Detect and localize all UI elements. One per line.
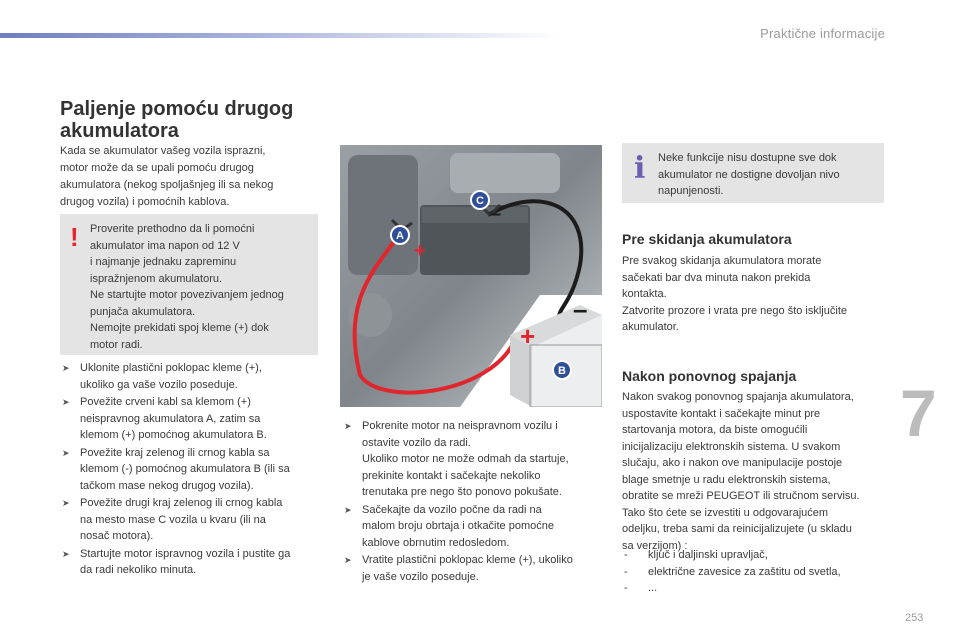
- text-line: malom broju obrtaja i otkačite pomoćne: [362, 520, 554, 532]
- middle-steps-list: [342, 418, 604, 586]
- text-line: je vaše vozilo poseduje.: [362, 570, 479, 583]
- text-line: Uklonite plastični poklopac kleme (+),: [80, 362, 262, 374]
- text-line: ključ i daljinski upravljač,: [648, 549, 768, 561]
- text-line: električne zavesice za zaštitu od svetla,: [648, 565, 841, 578]
- label-a: [391, 226, 409, 244]
- text-line: akumulator.: [622, 321, 679, 333]
- text-line: Tako što ćete se izvestiti u odgovarajućem: [622, 506, 829, 519]
- list-item: [342, 552, 604, 585]
- list-item: [342, 502, 604, 552]
- text-line: akumulatora (nekog spoljašnjeg ili sa nekog: [60, 179, 274, 191]
- label-b: [553, 361, 571, 379]
- info-icon: i: [634, 151, 646, 186]
- list-item: [342, 418, 604, 501]
- car-battery-top: [422, 207, 528, 223]
- text-line: ...: [648, 582, 658, 594]
- text-line: Kada se akumulator vašeg vozila isprazni,: [60, 145, 266, 157]
- text-line: startovanja motora, da biste omogućili: [622, 424, 808, 436]
- text-line: Ne startujte motor povezivanjem jednog: [90, 289, 284, 301]
- chapter-number: 7: [900, 376, 937, 450]
- arrow-bullet-icon: ➤: [344, 555, 352, 565]
- arrow-bullet-icon: ➤: [62, 397, 70, 407]
- text-line: klemom (-) pomoćnog akumulatora B (ili sa: [80, 463, 290, 475]
- arrow-bullet-icon: ➤: [62, 548, 70, 559]
- arrow-bullet-icon: ➤: [62, 447, 70, 458]
- left-steps-list: [60, 360, 322, 580]
- text-line: akumulator ima napon od 12 V: [90, 239, 240, 252]
- minus-sign-booster: –: [573, 294, 588, 324]
- section-heading-after-reconnect: Nakon ponovnog spajanja: [622, 368, 797, 384]
- arrow-bullet-icon: ➤: [62, 498, 70, 508]
- text-line: ispražnjenom akumulatoru.: [90, 272, 223, 285]
- text-line: Startujte motor ispravnog vozila i pustite ga: [80, 547, 291, 560]
- list-item: [60, 445, 322, 495]
- text-line: prekinite kontakt i sačekajte nekoliko: [362, 469, 541, 482]
- plus-sign-car: +: [414, 240, 426, 262]
- arrow-bullet-icon: ➤: [62, 363, 70, 373]
- list-item: [60, 360, 322, 393]
- jump-start-illustration: [340, 145, 602, 407]
- label-b-text: B: [558, 365, 566, 377]
- text-line: da radi nekoliko minuta.: [80, 564, 197, 576]
- text-line: i najmanje jednaku zapreminu: [90, 256, 237, 268]
- text-line: sa verzijom) :: [622, 539, 688, 552]
- text-line: ostavite vozilo da radi.: [362, 436, 471, 449]
- page-number: 253: [905, 612, 924, 624]
- text-line: tačkom mase nekog drugog vozila).: [80, 479, 254, 492]
- plus-sign-booster: +: [520, 321, 536, 351]
- warning-text: [90, 221, 310, 353]
- engine-cover: [450, 153, 560, 193]
- page-title: [60, 98, 330, 142]
- text-line: Zatvorite prozore i vrata pre nego što isključite: [622, 304, 847, 317]
- text-line: motor može da se upali pomoću drugog: [60, 162, 254, 174]
- label-c-text: C: [476, 195, 484, 207]
- text-line: punjača akumulatora.: [90, 305, 196, 318]
- section-header-title: Praktične informacije: [760, 26, 885, 41]
- text-line: Povežite crveni kabl sa klemom (+): [80, 396, 251, 408]
- text-line: akumulator ne dostigne dovoljan nivo: [658, 168, 840, 181]
- text-line: na mesto mase C vozila u kvaru (ili na: [80, 513, 266, 526]
- label-a-text: A: [396, 230, 404, 242]
- text-line: inicijalizaciju elektronskih sistema. U svakom: [622, 440, 841, 453]
- text-line: slučaju, ako i nakon ove manipulacije postoje: [622, 457, 843, 469]
- warning-box: [60, 214, 318, 355]
- list-item: [622, 580, 884, 597]
- text-line: Ukoliko motor ne može odmah da startuje,: [362, 453, 569, 465]
- after-reconnect-paragraph: [622, 389, 884, 554]
- arrow-bullet-icon: ➤: [344, 504, 352, 515]
- list-item: [60, 495, 322, 545]
- info-box: [622, 143, 884, 203]
- text-line: Vratite plastični poklopac kleme (+), ukoliko: [362, 554, 573, 566]
- text-line: Neke funkcije nisu dostupne sve dok: [658, 152, 837, 164]
- exclamation-icon: !: [70, 222, 79, 252]
- text-line: Povežite kraj zelenog ili crnog kabla sa: [80, 446, 270, 459]
- list-item: [60, 394, 322, 444]
- text-line: klemom (+) pomoćnog akumulatora B.: [80, 429, 267, 441]
- minus-sign-car: –: [490, 203, 502, 225]
- text-line: obratite se mreži PEUGEOT ili stručnom servisu.: [622, 490, 860, 502]
- text-line: Pokrenite motor na neispravnom vozilu i: [362, 420, 558, 432]
- text-line: Nakon svakog ponovnog spajanja akumulatora,: [622, 391, 854, 403]
- text-line: drugog vozila) i pomoćnih kablova.: [60, 196, 230, 208]
- page-title-line: Paljenje pomoću drugog: [60, 98, 294, 120]
- text-line: neispravnog akumulatora A, zatim sa: [80, 412, 261, 425]
- text-line: ukoliko ga vaše vozilo poseduje.: [80, 378, 238, 391]
- text-line: odeljku, treba sami da reinicijalizujete (u skladu: [622, 523, 852, 535]
- text-line: trenutaka pre nego što ponovo pokušate.: [362, 486, 562, 498]
- dash-bullet: -: [624, 549, 628, 561]
- list-item: [622, 547, 884, 564]
- arrow-bullet-icon: ➤: [344, 421, 352, 431]
- text-line: motor radi.: [90, 338, 143, 351]
- dash-bullet: -: [624, 565, 628, 578]
- info-text: [658, 150, 876, 200]
- text-line: kontakta.: [622, 288, 667, 300]
- list-item: [622, 564, 884, 581]
- text-line: Nemojte prekidati spoj kleme (+) dok: [90, 322, 269, 334]
- text-line: blage smetnje u radu elektronskih sistema,: [622, 473, 831, 486]
- text-line: Povežite drugi kraj zelenog ili crnog kabla: [80, 497, 283, 509]
- dash-bullet: -: [624, 582, 628, 594]
- text-line: Proverite prethodno da li pomoćni: [90, 223, 255, 235]
- label-c: [471, 191, 489, 209]
- text-line: napunjenosti.: [658, 185, 724, 197]
- text-line: kablove obrnutim redosledom.: [362, 536, 510, 549]
- list-item: [60, 546, 322, 579]
- before-removal-paragraph: [622, 253, 884, 336]
- text-line: nosač motora).: [80, 530, 154, 542]
- engine-bay-drawing: [340, 145, 602, 407]
- text-line: sačekati bar dva minuta nakon prekida: [622, 271, 811, 284]
- text-line: uspostavite kontakt i sačekajte minut pre: [622, 407, 821, 420]
- header-accent-bar: [0, 33, 560, 38]
- reinit-dash-list: [622, 547, 884, 597]
- text-line: Sačekajte da vozilo počne da radi na: [362, 503, 542, 516]
- section-heading-before-removal: Pre skidanja akumulatora: [622, 231, 792, 247]
- text-line: Pre svakog skidanja akumulatora morate: [622, 255, 822, 267]
- page-title-line: akumulatora: [60, 120, 179, 142]
- intro-paragraph: [60, 143, 310, 211]
